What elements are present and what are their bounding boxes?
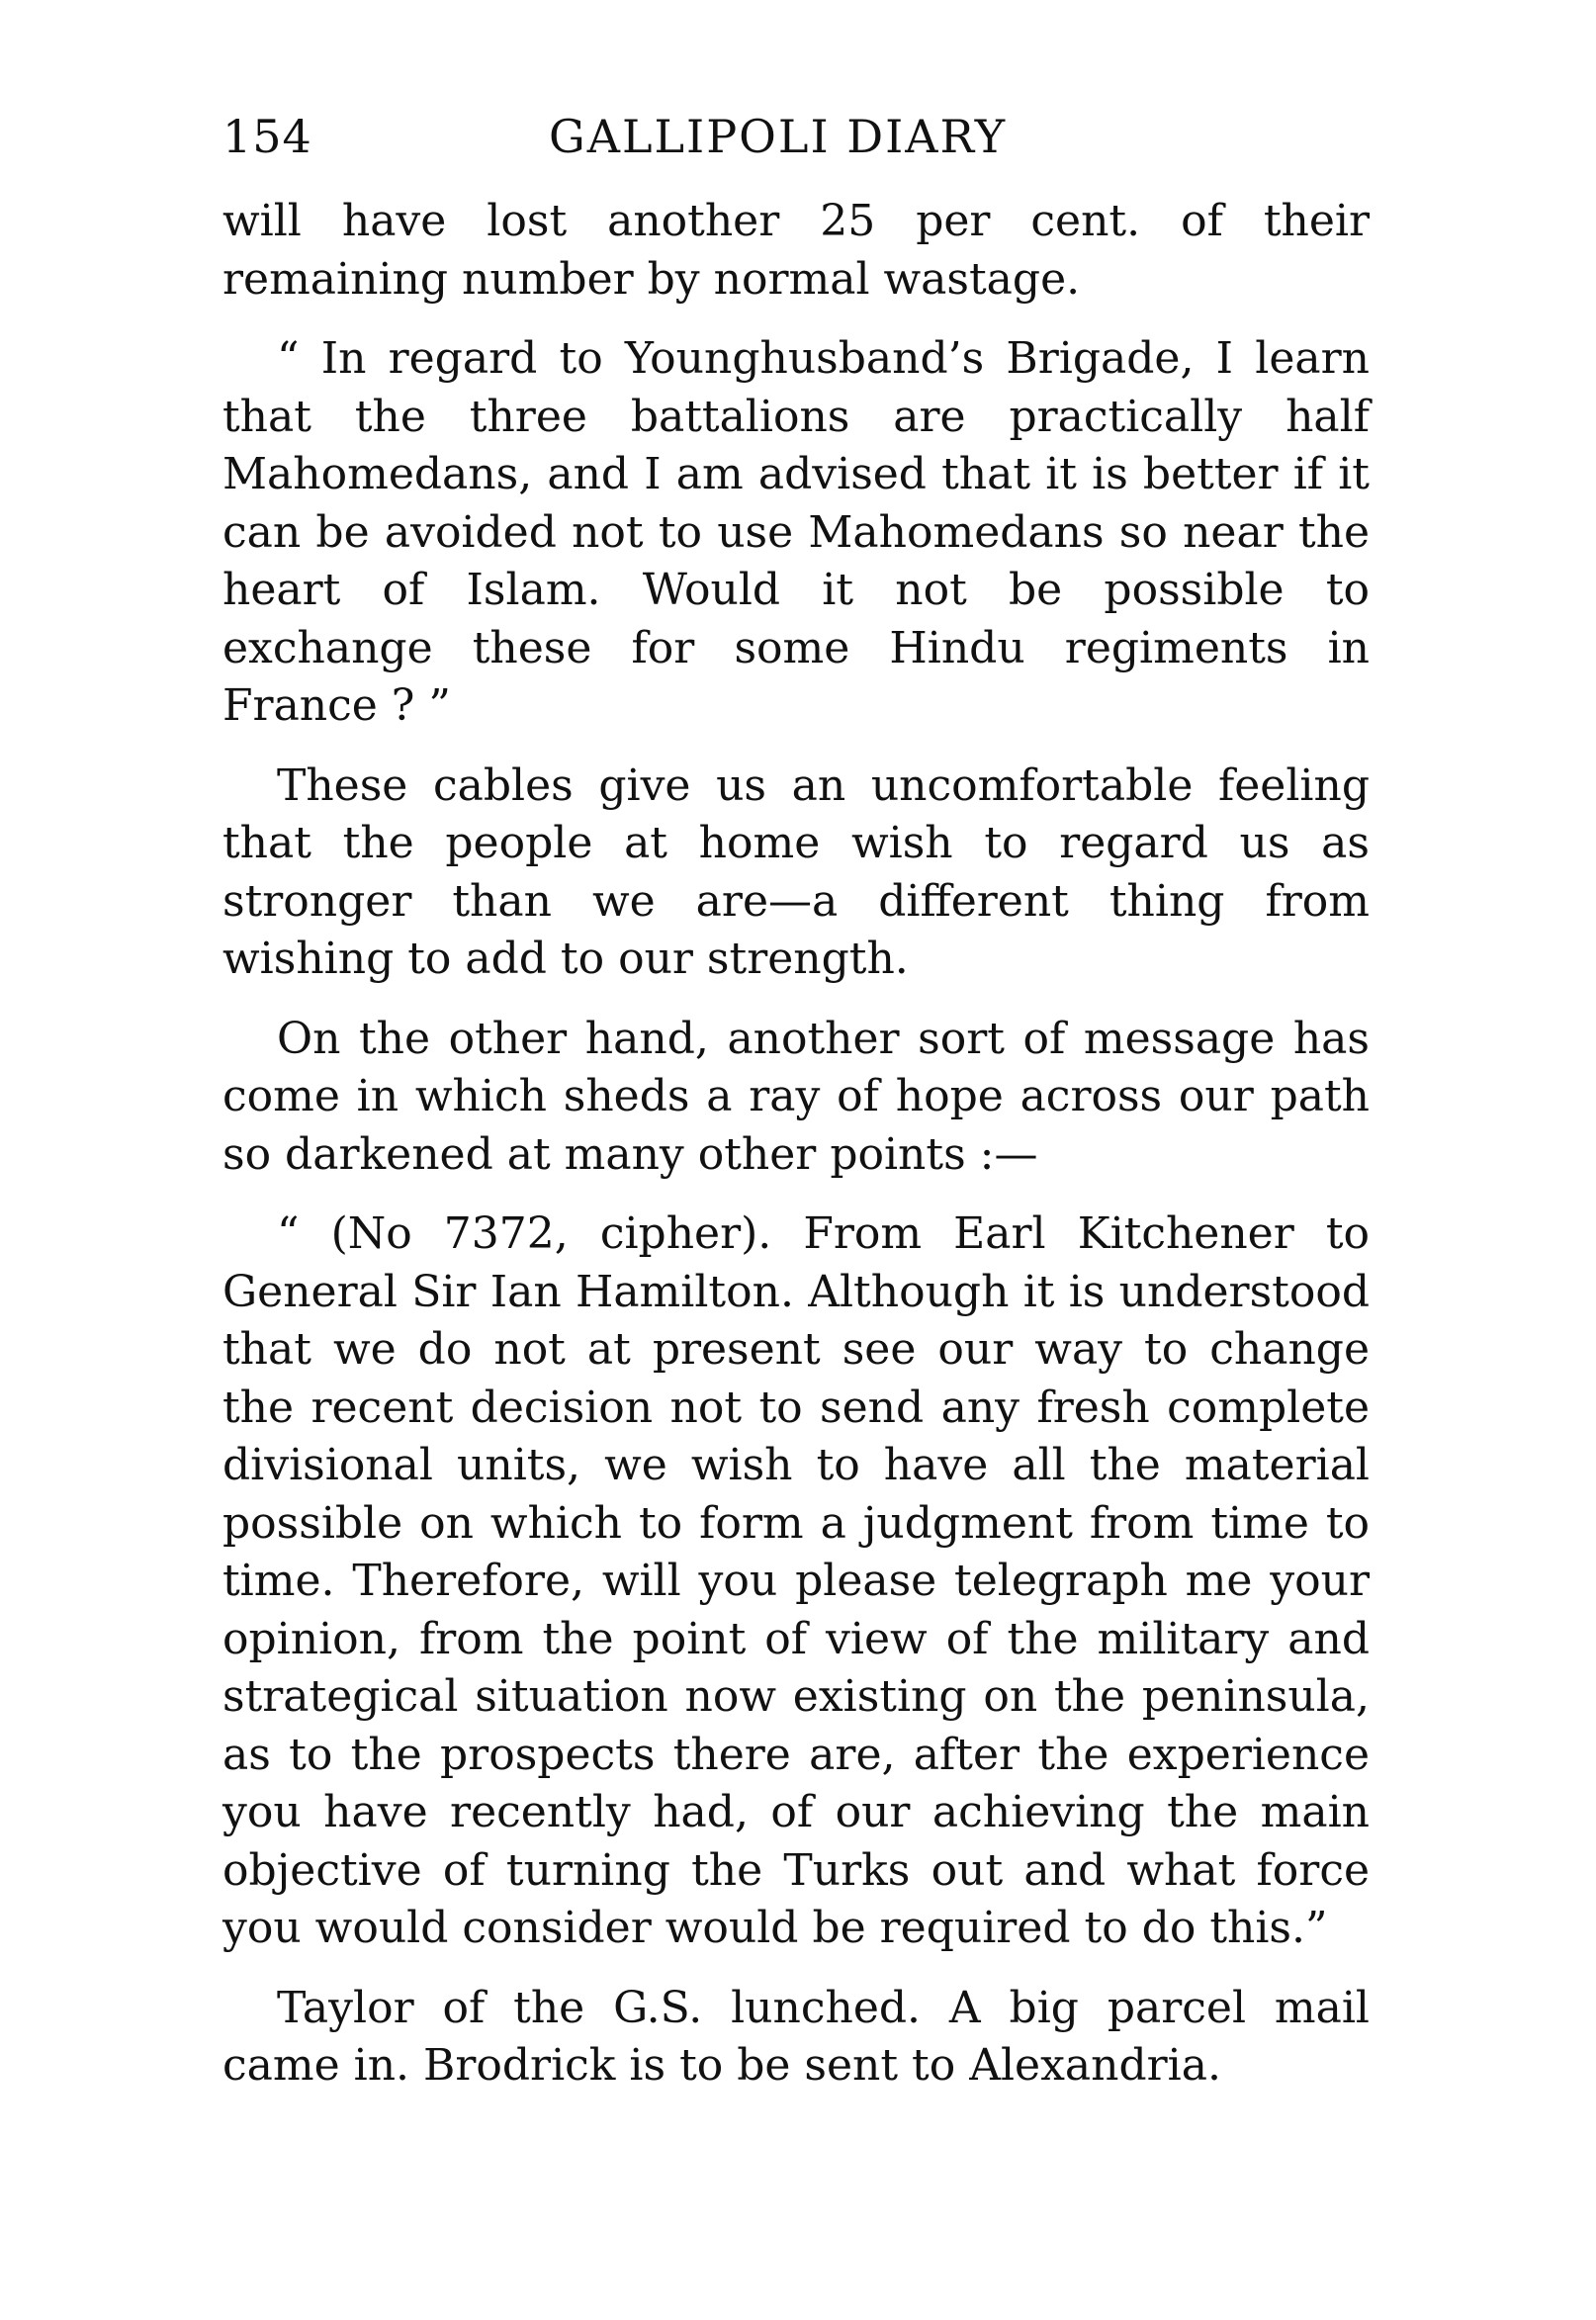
paragraph-continuation: will have lost another 25 per cent. of their remaining number by normal wastage.	[222, 196, 1370, 305]
paragraph-other-message: On the other hand, another sort of message has come in which sheds a ray of hope across our path so darkened at many other points :—	[222, 1013, 1370, 1180]
running-title: GALLIPOLI DIARY	[549, 110, 1008, 163]
paragraph-kitchener-cable: “ (No 7372, cipher). From Earl Kitchener to General Sir Ian Hamilton. Although it is understood that we do not at present see our way to change the recent decision not to send any fresh complete divisional units, we wish to have all the material possible on which to form a judgment from time to time. Therefore, will you please telegraph me your opinion, from the point of view of the military and strategical situation now existing on the peninsula, as to the prospects there are, after the experience you have recently had, of our achieving the main objective of turning the Turks out and what force you would consider would be required to do this.”	[222, 1208, 1370, 1953]
page-header	[222, 107, 1370, 166]
paragraph-cables-feeling: These cables give us an uncomfortable feeling that the people at home wish to regard us as stronger than we are—a different thing from wishing to add to our strength.	[222, 759, 1370, 984]
paragraph-younghusband-cable: “ In regard to Younghusband’s Brigade, I learn that the three battalions are practically half Mahomedans, and I am advised that it is better if it can be avoided not to use Mahomedans so near the heart of Islam. Would it not be possible to exchange these for some Hindu regiments in France ? ”	[222, 333, 1370, 731]
paragraph-taylor-lunched: Taylor of the G.S. lunched. A big parcel mail came in. Brodrick is to be sent to Alexandria.	[222, 1982, 1370, 2091]
page-number: 154	[222, 110, 312, 163]
body-text	[222, 193, 1370, 2096]
